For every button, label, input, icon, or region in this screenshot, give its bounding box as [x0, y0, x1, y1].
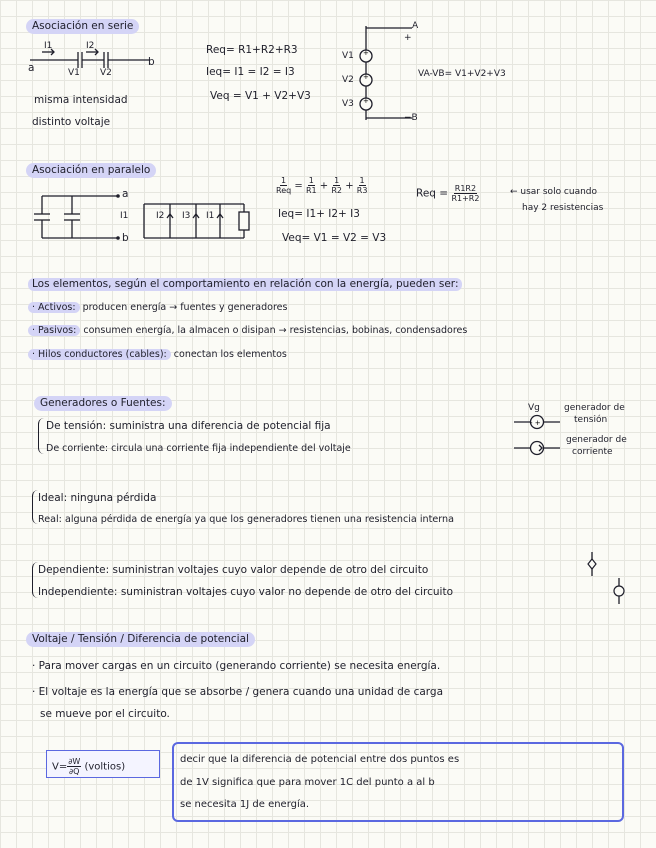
- gen-corriente: [46, 442, 351, 455]
- paralelo-i1: I1: [120, 211, 129, 221]
- voltaje-b1: · Para mover cargas en un circuito (generando corriente) se necesita energía.: [32, 660, 441, 672]
- voltaje-formula: [52, 757, 125, 776]
- gen-corriente-text: circula una corriente fija independiente del voltaje: [111, 443, 351, 454]
- frac-req-den: Req: [276, 186, 292, 195]
- hilos-label: · Hilos conductores (cables):: [28, 349, 171, 360]
- pasivos-label: · Pasivos:: [28, 325, 80, 336]
- serie-source-v2: V2: [342, 75, 354, 85]
- activos-label: · Activos:: [28, 302, 80, 313]
- paralelo-note2: hay 2 resistencias: [522, 203, 604, 213]
- elementos-pasivos: [28, 324, 467, 337]
- serie-minus: −: [404, 113, 412, 123]
- gen-tension-label: De tensión:: [46, 420, 107, 432]
- formula-lhs: V=: [52, 761, 68, 773]
- gen-corriente-label: De corriente:: [46, 443, 109, 454]
- frac-req-num: 1: [281, 176, 287, 185]
- frac-req2-den: R1+R2: [451, 194, 480, 203]
- gen-tension-text: suministra una diferencia de potencial fija: [109, 420, 331, 432]
- serie-note-intensidad: misma intensidad: [34, 94, 128, 106]
- paralelo-veq: Veq= V1 = V2 = V3: [282, 232, 387, 244]
- frac-r1: [306, 176, 317, 195]
- svg-text:+: +: [363, 73, 369, 81]
- voltaje-title: Voltaje / Tensión / Diferencia de potencial: [26, 632, 255, 647]
- parallel-capacitor-circuit: [28, 188, 128, 248]
- frac-r1-den: R1: [305, 186, 317, 195]
- gen-sym-tension-2: tensión: [574, 415, 608, 425]
- paralelo-req2-lhs: Req =: [416, 187, 449, 200]
- serie-node-lower: B: [411, 113, 418, 123]
- serie-note-voltaje: distinto voltaje: [32, 116, 111, 128]
- elementos-activos: [28, 301, 287, 314]
- gen-ideal: [38, 492, 156, 505]
- frac-req2: [451, 184, 479, 203]
- gen-ideal-text: ninguna pérdida: [70, 492, 157, 504]
- paralelo-node-a: a: [122, 188, 129, 200]
- frac-r2-num: 1: [334, 176, 340, 185]
- gen-sym-corriente-1: generador de: [566, 435, 627, 445]
- frac-req: [276, 176, 291, 195]
- gen-ideal-label: Ideal:: [38, 492, 68, 504]
- pasivos-text: consumen energía, la almacen o disipan → resistencias, bobinas, condensadores: [83, 325, 468, 336]
- voltaje-note1: decir que la diferencia de potencial entre dos puntos es: [180, 754, 460, 765]
- paralelo-note1: ← usar solo cuando: [510, 187, 598, 197]
- serie-node-upper: A: [412, 21, 419, 31]
- serie-ieq: Ieq= I1 = I2 = I3: [206, 66, 295, 78]
- frac-r3-num: 1: [359, 176, 365, 185]
- gen-real-label: Real:: [38, 514, 62, 525]
- voltaje-note2: de 1V significa que para mover 1C del punto a al b: [180, 777, 435, 788]
- gen-real: [38, 513, 454, 526]
- formula-frac: [67, 757, 81, 776]
- frac-r3-den: R3: [356, 186, 368, 195]
- serie-source-v1: V1: [342, 51, 354, 61]
- svg-text:+: +: [363, 97, 369, 105]
- voltaje-b2b: se mueve por el circuito.: [40, 708, 170, 720]
- hilos-text: conectan los elementos: [173, 349, 287, 360]
- serie-plus: +: [404, 33, 412, 43]
- gen-independiente: [38, 586, 453, 599]
- gen-sym-vg: Vg: [528, 403, 540, 413]
- paralelo-title: Asociación en paralelo: [26, 163, 156, 178]
- paralelo-i2: I2: [156, 211, 165, 221]
- svg-text:+: +: [363, 49, 369, 57]
- current-source-symbol: [514, 440, 560, 456]
- gen-sym-tension-1: generador de: [564, 403, 625, 413]
- paralelo-req-formula: $\frac{1}{\text{Req}}$ = $\frac{1}{R1}$ + $\frac{1}{R2}$ + $\frac{1}{R3}$: [276, 176, 368, 195]
- dependent-source-symbol: [586, 552, 598, 576]
- serie-vab: VA-VB= V1+V2+V3: [418, 69, 506, 79]
- paralelo-node-b: b: [122, 232, 129, 244]
- svg-text:- +: - +: [530, 419, 541, 427]
- independent-source-symbol: [612, 578, 626, 604]
- frac-r2-den: R2: [331, 186, 343, 195]
- serie-v1: V1: [68, 68, 80, 78]
- formula-num: ∂W: [68, 757, 81, 766]
- serie-node-a: a: [28, 62, 35, 74]
- series-voltage-sources-circuit: [356, 22, 426, 126]
- frac-r1-num: 1: [308, 176, 314, 185]
- elementos-hilos: [28, 348, 287, 361]
- gen-dep-text: suministran voltajes cuyo valor depende de otro del circuito: [112, 564, 429, 576]
- voltaje-b2: · El voltaje es la energía que se absorbe / genera cuando una unidad de carga: [32, 686, 444, 698]
- activos-text: producen energía → fuentes y generadores: [82, 302, 288, 313]
- paralelo-i3: I3: [182, 211, 191, 221]
- formula-unit: (voltios): [84, 761, 126, 773]
- serie-title: Asociación en serie: [26, 19, 139, 34]
- gen-dependiente: [38, 564, 428, 577]
- serie-i2: I2: [86, 41, 95, 51]
- gen-indep-text: suministran voltajes cuyo valor no depende de otro del circuito: [120, 586, 454, 598]
- brace-tipos: [38, 418, 45, 454]
- serie-source-v3: V3: [342, 99, 354, 109]
- serie-node-b: b: [148, 56, 155, 68]
- serie-veq: Veq = V1 + V2+V3: [210, 90, 311, 102]
- voltaje-note3: se necesita 1J de energía.: [180, 799, 310, 810]
- voltage-source-symbol: [514, 414, 560, 430]
- frac-r2: [331, 176, 342, 195]
- elementos-intro: Los elementos, según el comportamiento en relación con la energía, pueden ser:: [28, 278, 462, 291]
- paralelo-i4: I1: [206, 211, 215, 221]
- formula-den: ∂Q: [69, 767, 80, 776]
- serie-req: Req= R1+R2+R3: [206, 44, 298, 56]
- gen-real-text: alguna pérdida de energía ya que los generadores tienen una resistencia interna: [64, 514, 454, 525]
- frac-r3: [357, 176, 368, 195]
- gen-indep-label: Independiente:: [38, 586, 118, 598]
- paralelo-req2: [416, 184, 479, 203]
- frac-req2-num: R1R2: [454, 184, 477, 193]
- paralelo-ieq: Ieq= I1+ I2+ I3: [278, 208, 360, 220]
- serie-v2: V2: [100, 68, 112, 78]
- gen-sym-corriente-2: corriente: [572, 447, 613, 457]
- serie-i1: I1: [44, 41, 53, 51]
- serie-minus-node: [404, 112, 418, 125]
- generadores-title: Generadores o Fuentes:: [34, 396, 172, 411]
- gen-tension: [46, 420, 331, 433]
- gen-dep-label: Dependiente:: [38, 564, 110, 576]
